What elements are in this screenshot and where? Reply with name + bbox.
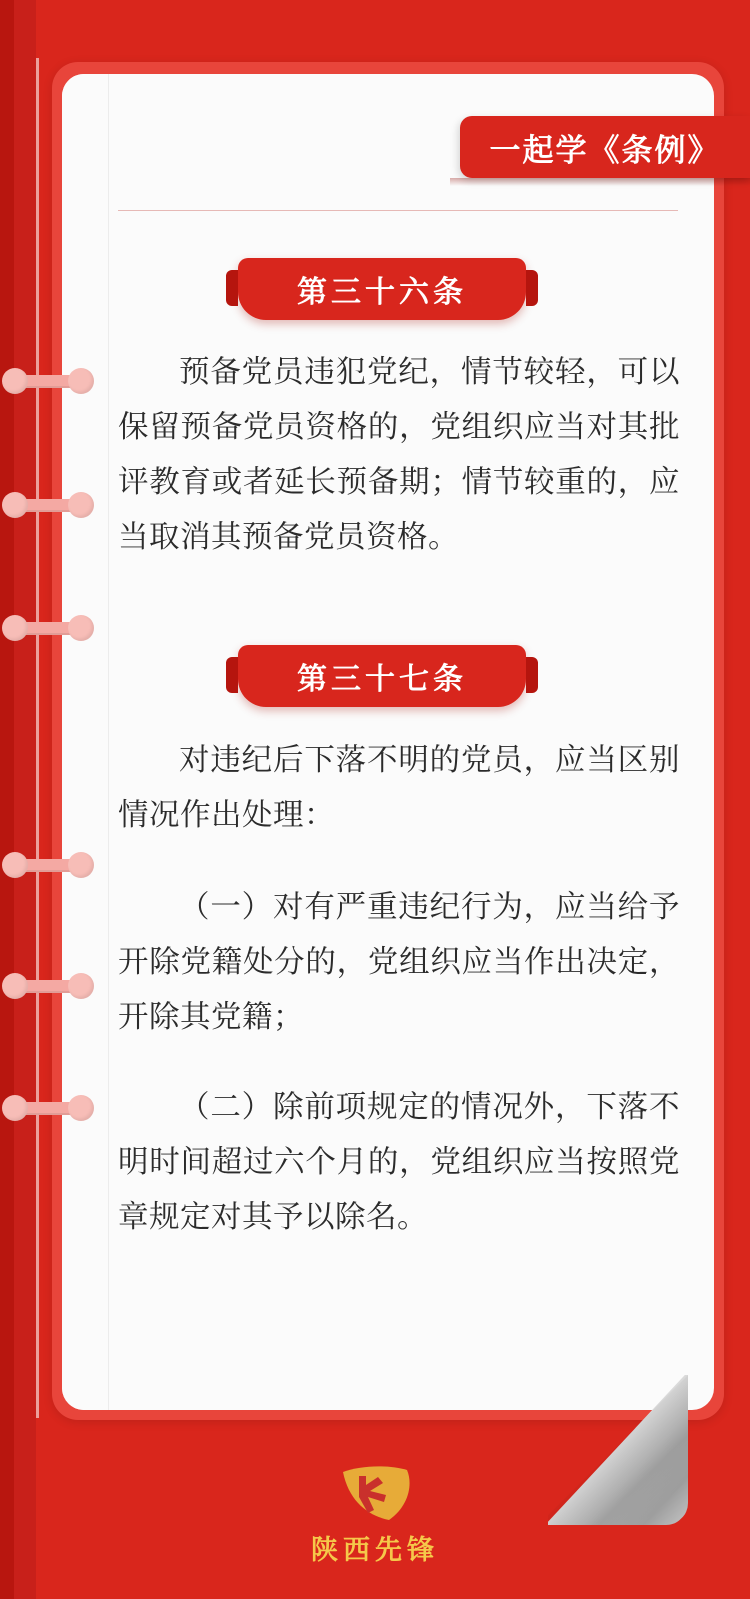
banner-shadow — [450, 178, 750, 186]
binder-ring — [2, 492, 94, 518]
article-37-item-2: （二）除前项规定的情况外，下落不明时间超过六个月的，党组织应当按照党章规定对其予以除名。 — [118, 1090, 680, 1234]
article-37-paragraph-1: 对违纪后下落不明的党员，应当区别情况作出处理： — [118, 743, 680, 832]
footer-logo-text: 陕西先锋 — [311, 1535, 439, 1565]
binder-ring-knob-right — [68, 615, 94, 641]
article-title-36: 第三十六条 — [238, 258, 526, 320]
binder-ring-knob-right — [68, 973, 94, 999]
binder-ring — [2, 368, 94, 394]
party-emblem-icon — [329, 1462, 421, 1524]
binder-ring-knob-left — [2, 973, 28, 999]
binder-ring-knob-left — [2, 492, 28, 518]
binder-ring — [2, 1095, 94, 1121]
binder-ring — [2, 973, 94, 999]
binder-ring-knob-right — [68, 368, 94, 394]
spine-band-dark — [0, 0, 14, 1599]
article-36-paragraph-1: 预备党员违犯党纪，情节较轻，可以保留预备党员资格的，党组织应当对其批评教育或者延长预备期；情节较重的，应当取消其预备党员资格。 — [118, 355, 680, 554]
binder-ring-knob-left — [2, 368, 28, 394]
poster-banner-title: 一起学《条例》 — [460, 116, 750, 178]
spine-band-light — [14, 0, 36, 1599]
binder-ring — [2, 852, 94, 878]
article-title-37: 第三十七条 — [238, 645, 526, 707]
article-37-item-1: （一）对有严重违纪行为，应当给予开除党籍处分的，党组织应当作出决定，开除其党籍； — [118, 890, 680, 1034]
binder-ring — [2, 615, 94, 641]
spine-guide-line — [36, 58, 39, 1418]
notebook-page-left-edge — [62, 74, 109, 1410]
binder-ring-knob-right — [68, 1095, 94, 1121]
binder-ring-knob-left — [2, 852, 28, 878]
binder-ring-knob-left — [2, 615, 28, 641]
footer — [0, 1462, 750, 1567]
binder-ring-knob-left — [2, 1095, 28, 1121]
header-divider — [118, 210, 678, 211]
binder-ring-knob-right — [68, 852, 94, 878]
binder-ring-knob-right — [68, 492, 94, 518]
